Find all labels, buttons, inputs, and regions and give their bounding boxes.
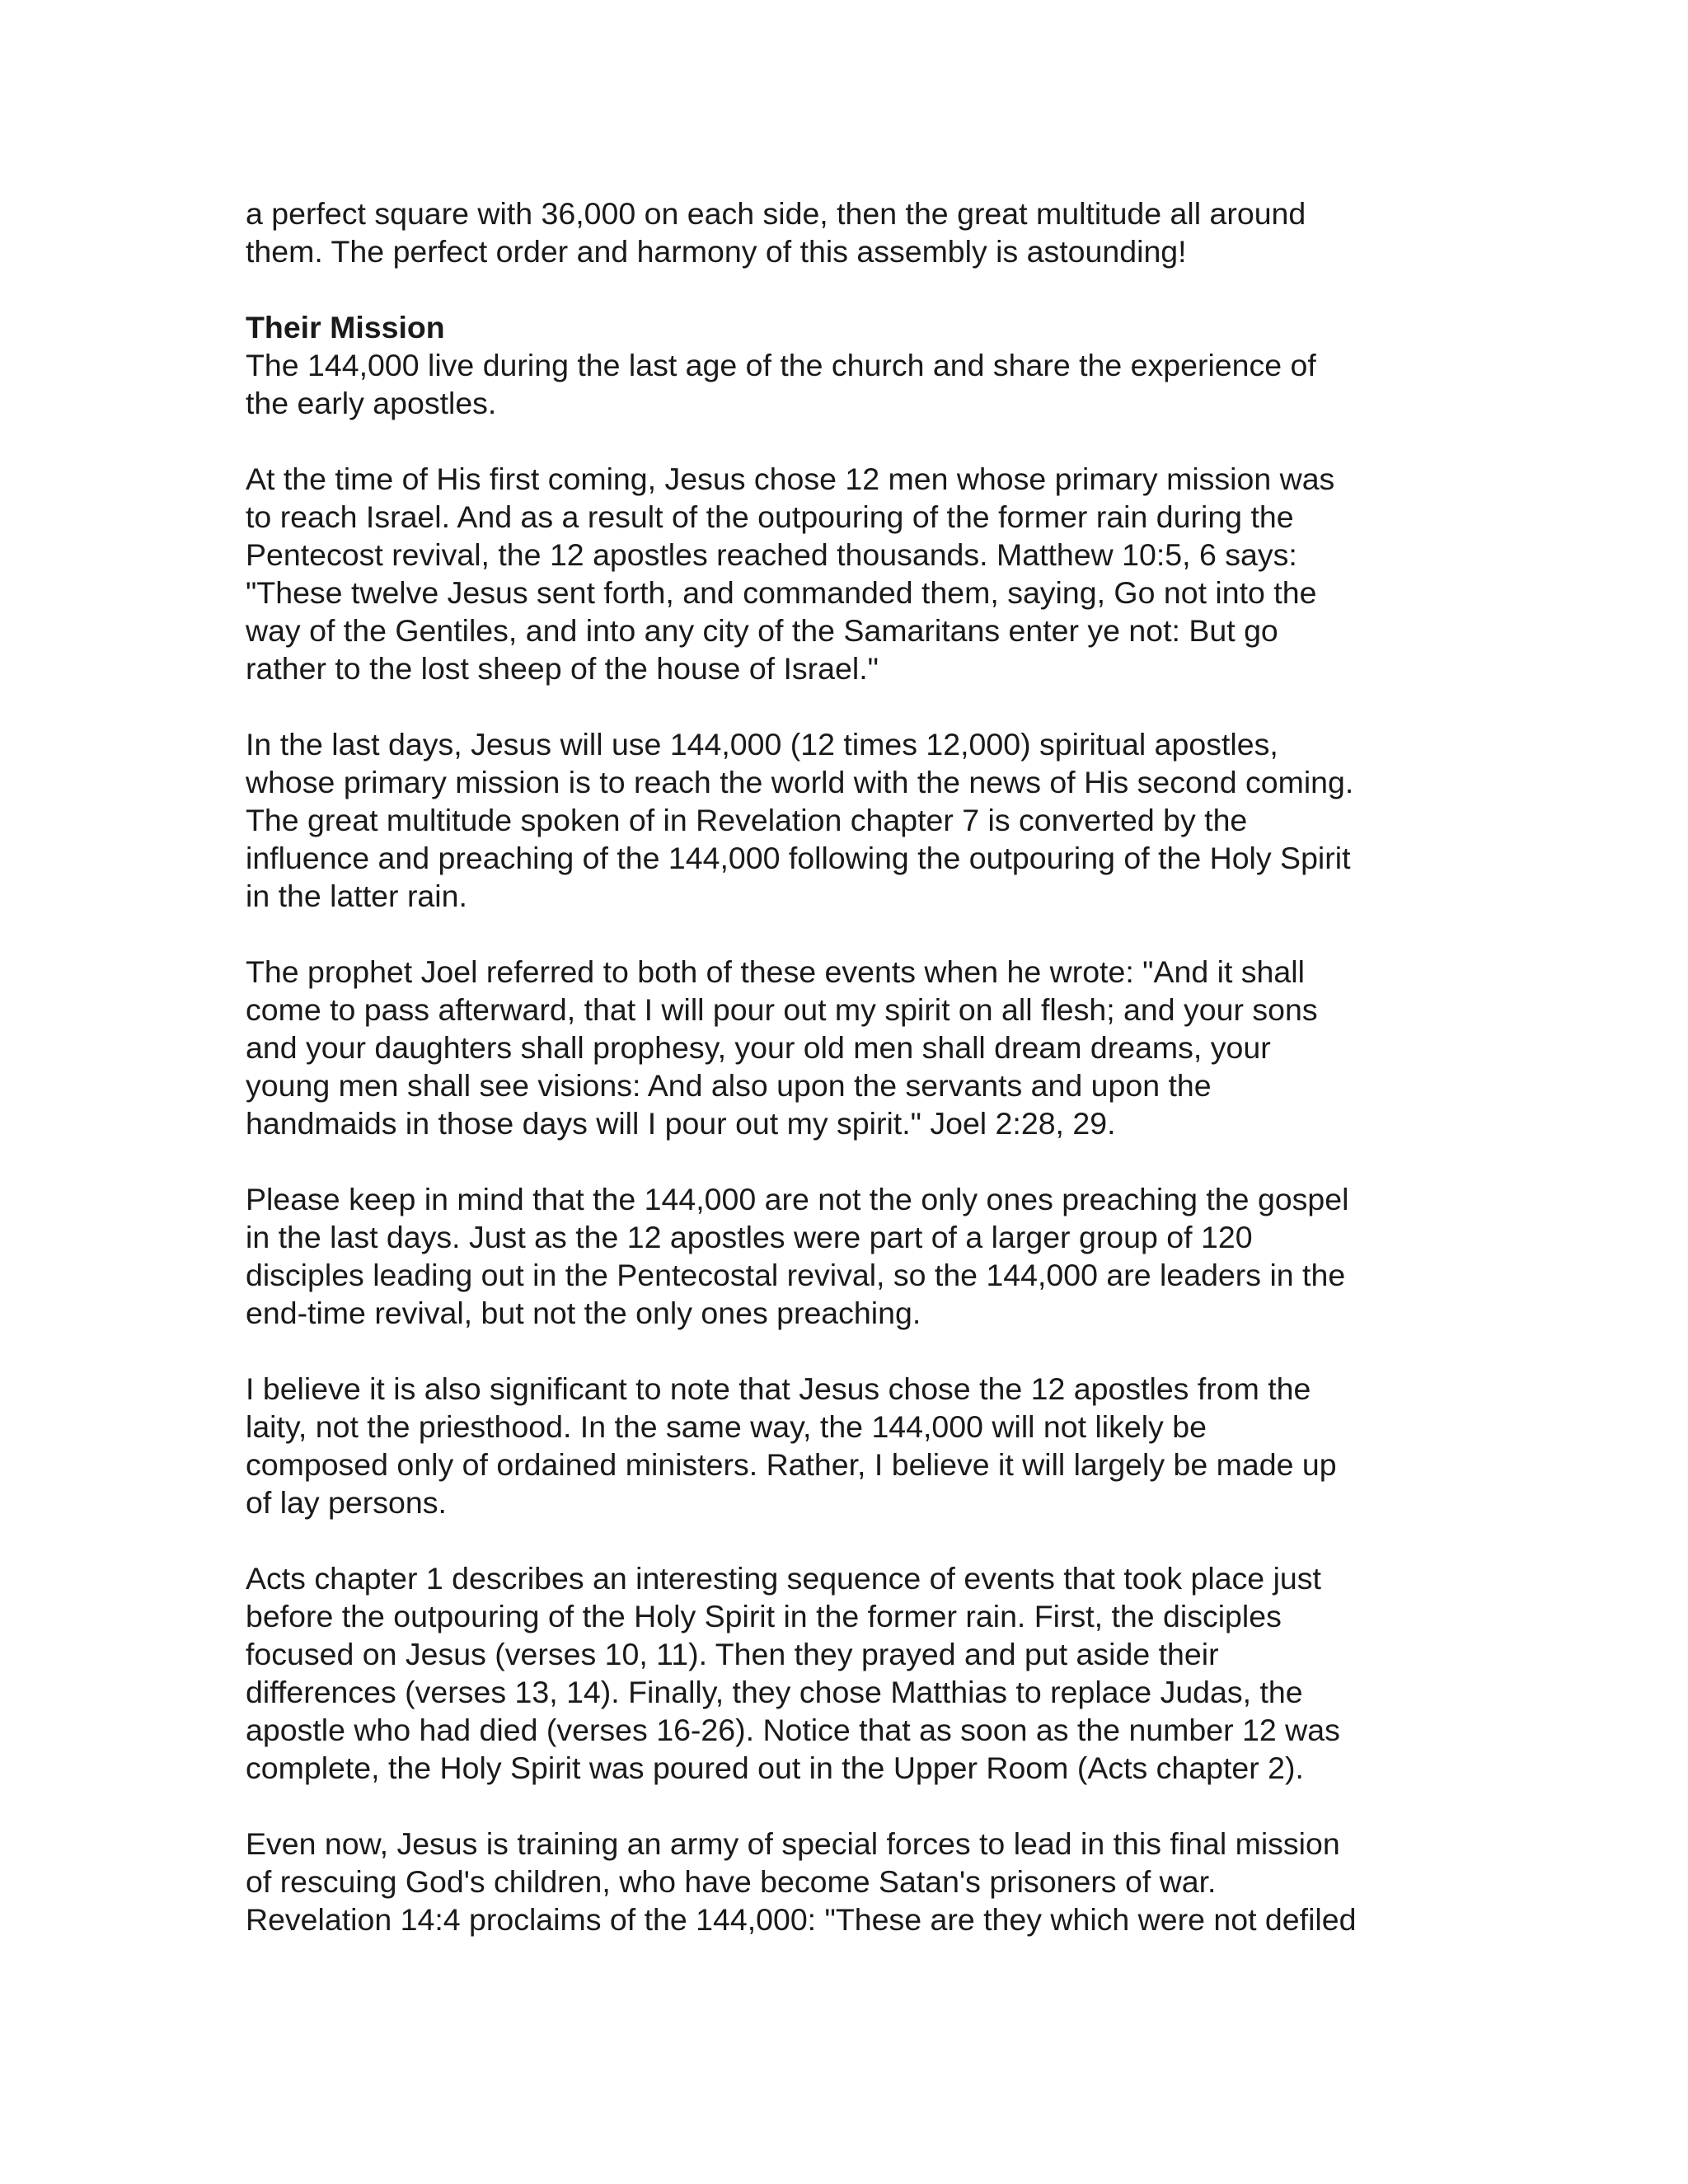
text-line: in the latter rain.: [246, 879, 467, 913]
text-line: The prophet Joel referred to both of these events when he wrote: "And it shall: [246, 954, 1305, 989]
text-line: disciples leading out in the Pentecostal revival, so the 144,000 are leaders in the: [246, 1258, 1346, 1292]
text-line: whose primary mission is to reach the world with the news of His second coming.: [246, 765, 1354, 799]
text-line: focused on Jesus (verses 10, 11). Then they prayed and put aside their: [246, 1637, 1219, 1671]
text-line: The great multitude spoken of in Revelation chapter 7 is converted by the: [246, 803, 1248, 837]
text-line: The 144,000 live during the last age of the church and share the experience of: [246, 348, 1316, 382]
text-line: a perfect square with 36,000 on each side, then the great multitude all around: [246, 196, 1306, 231]
text-line: handmaids in those days will I pour out my spirit." Joel 2:28, 29.: [246, 1106, 1116, 1141]
text-line: rather to the lost sheep of the house of Israel.": [246, 651, 879, 686]
text-line: Revelation 14:4 proclaims of the 144,000: "These are they which were not defiled: [246, 1902, 1357, 1937]
paragraph-8: [246, 1825, 1441, 1938]
text-line: them. The perfect order and harmony of this assembly is astounding!: [246, 234, 1187, 269]
paragraph-4: [246, 953, 1441, 1142]
text-line: apostle who had died (verses 16-26). Notice that as soon as the number 12 was: [246, 1713, 1340, 1747]
text-line: way of the Gentiles, and into any city of the Samaritans enter ye not: But go: [246, 613, 1278, 648]
text-line: and your daughters shall prophesy, your old men shall dream dreams, your: [246, 1030, 1271, 1065]
text-line: I believe it is also significant to note that Jesus chose the 12 apostles from the: [246, 1371, 1311, 1406]
paragraph-3: [246, 725, 1441, 915]
document-body: [246, 194, 1441, 1976]
text-line: complete, the Holy Spirit was poured out in the Upper Room (Acts chapter 2).: [246, 1750, 1304, 1785]
text-line: influence and preaching of the 144,000 following the outpouring of the Holy Spirit: [246, 841, 1351, 875]
text-line: young men shall see visions: And also upon the servants and upon the: [246, 1068, 1212, 1103]
text-line: of rescuing God's children, who have become Satan's prisoners of war.: [246, 1864, 1217, 1899]
text-line: in the last days. Just as the 12 apostles were part of a larger group of 120: [246, 1220, 1253, 1254]
text-line: At the time of His first coming, Jesus chose 12 men whose primary mission was: [246, 462, 1335, 496]
paragraph-1: [246, 346, 1441, 422]
text-line: to reach Israel. And as a result of the outpouring of the former rain during the: [246, 499, 1294, 534]
text-line: differences (verses 13, 14). Finally, they chose Matthias to replace Judas, the: [246, 1675, 1303, 1709]
text-line: Acts chapter 1 describes an interesting sequence of events that took place just: [246, 1561, 1321, 1596]
text-line: In the last days, Jesus will use 144,000 (12 times 12,000) spiritual apostles,: [246, 727, 1278, 762]
text-line: "These twelve Jesus sent forth, and commanded them, saying, Go not into the: [246, 575, 1317, 610]
text-line: end-time revival, but not the only ones preaching.: [246, 1296, 921, 1330]
text-line: Please keep in mind that the 144,000 are not the only ones preaching the gospel: [246, 1182, 1349, 1216]
text-line: Pentecost revival, the 12 apostles reached thousands. Matthew 10:5, 6 says:: [246, 537, 1297, 572]
text-line: composed only of ordained ministers. Rather, I believe it will largely be made up: [246, 1447, 1337, 1482]
text-line: of lay persons.: [246, 1485, 447, 1520]
text-line: laity, not the priesthood. In the same way, the 144,000 will not likely be: [246, 1409, 1207, 1444]
paragraph-6: [246, 1370, 1441, 1521]
paragraph-2: [246, 460, 1441, 687]
text-line: Even now, Jesus is training an army of special forces to lead in this final mission: [246, 1826, 1340, 1861]
paragraph-7: [246, 1559, 1441, 1787]
text-line: before the outpouring of the Holy Spirit in the former rain. First, the disciples: [246, 1599, 1282, 1633]
text-line: the early apostles.: [246, 386, 497, 420]
text-line: come to pass afterward, that I will pour out my spirit on all flesh; and your sons: [246, 992, 1318, 1027]
section-heading: Their Mission: [246, 310, 445, 344]
intro-paragraph: [246, 194, 1441, 270]
paragraph-5: [246, 1180, 1441, 1332]
